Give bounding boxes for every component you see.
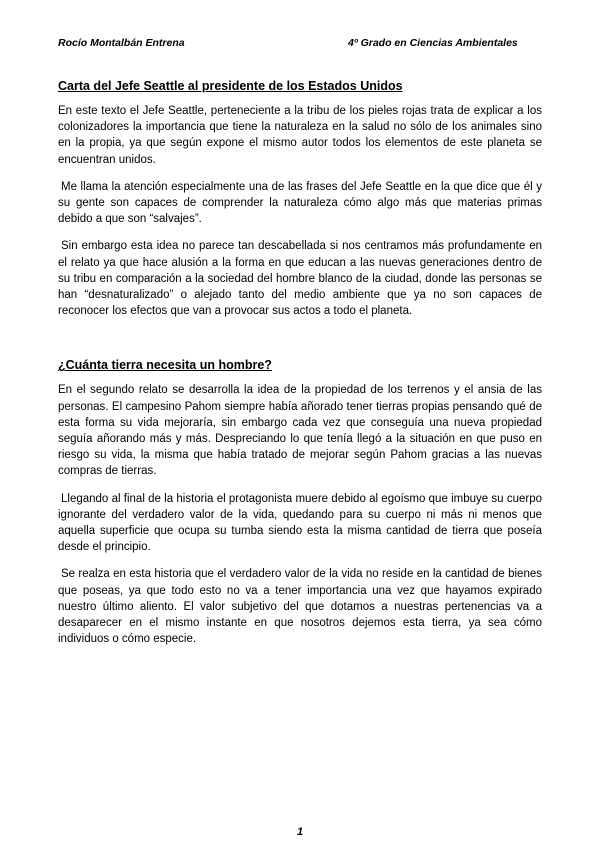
header-author: Rocío Montalbán Entrena [58, 37, 185, 49]
paragraph: En este texto el Jefe Seattle, perteneciente a la tribu de los pieles rojas trata de explicar a los colonizadores la importancia que tiene la naturaleza en la salud no sólo de los animales sino en la propia, ya que según expone el mismo autor todos los elementos de este planeta se encuentran unidos. [58, 105, 542, 166]
paragraph: Se realza en esta historia que el verdadero valor de la vida no reside en la cantidad de bienes que poseas, ya que todo esto no va a tener importancia una vez que hayamos expirado nuestro último aliento. El valor subjetivo del que dotamos a nuestras pertenencias va a desaparecer en el mismo instante en que nosotros dejemos esta tierra, ya sea cómo individuos o cómo especie. [58, 568, 542, 646]
header-course: 4º Grado en Ciencias Ambientales [348, 37, 518, 49]
section-title: ¿Cuánta tierra necesita un hombre? [58, 358, 272, 373]
section-seattle-letter [58, 78, 542, 319]
section-title: Carta del Jefe Seattle al presidente de los Estados Unidos [58, 79, 403, 93]
document-body [58, 78, 542, 658]
section-land-story [58, 357, 542, 647]
page-header [58, 37, 542, 51]
paragraph: En el segundo relato se desarrolla la idea de la propiedad de los terrenos y el ansia de las personas. El campesino Pahom siempre había añorado tener tierras propias pensando qué de esta forma su vida mejoraría, sin embargo cada vez que conseguía una nueva propiedad seguía añorando más y más. Despreciando lo que tenía llegó a la situación en que puso en riesgo su vida, la misma que había tratado de mejorar según Pahom gracias a las nuevas compras de tierras. [58, 384, 542, 478]
paragraph: Me llama la atención especialmente una de las frases del Jefe Seattle en la que dice que él y su gente son capaces de comprender la naturaleza cómo algo más que materias primas debido a que son “salvajes”. [58, 180, 542, 226]
paragraph: Llegando al final de la historia el protagonista muere debido al egoísmo que imbuye su cuerpo ignorante del verdadero valor de la vida, quedando para su cuerpo ni más ni menos que aquella superficie que ocupa su tumba siendo esta la misma cantidad de tierra que poseía desde el principio. [58, 492, 542, 554]
page-number: 1 [296, 826, 304, 838]
paragraph: Sin embargo esta idea no parece tan descabellada si nos centramos más profundamente en el relato ya que hace alusión a la forma en que educan a las nuevas generaciones dentro de su tribu en comparación a la sociedad del hombre blanco de la ciudad, donde las personas se han “desnaturalizado” o alejado tanto del medio ambiente que ya no son capaces de reconocer los efectos que van a provocar sus actos a todo el planeta. [58, 240, 542, 318]
